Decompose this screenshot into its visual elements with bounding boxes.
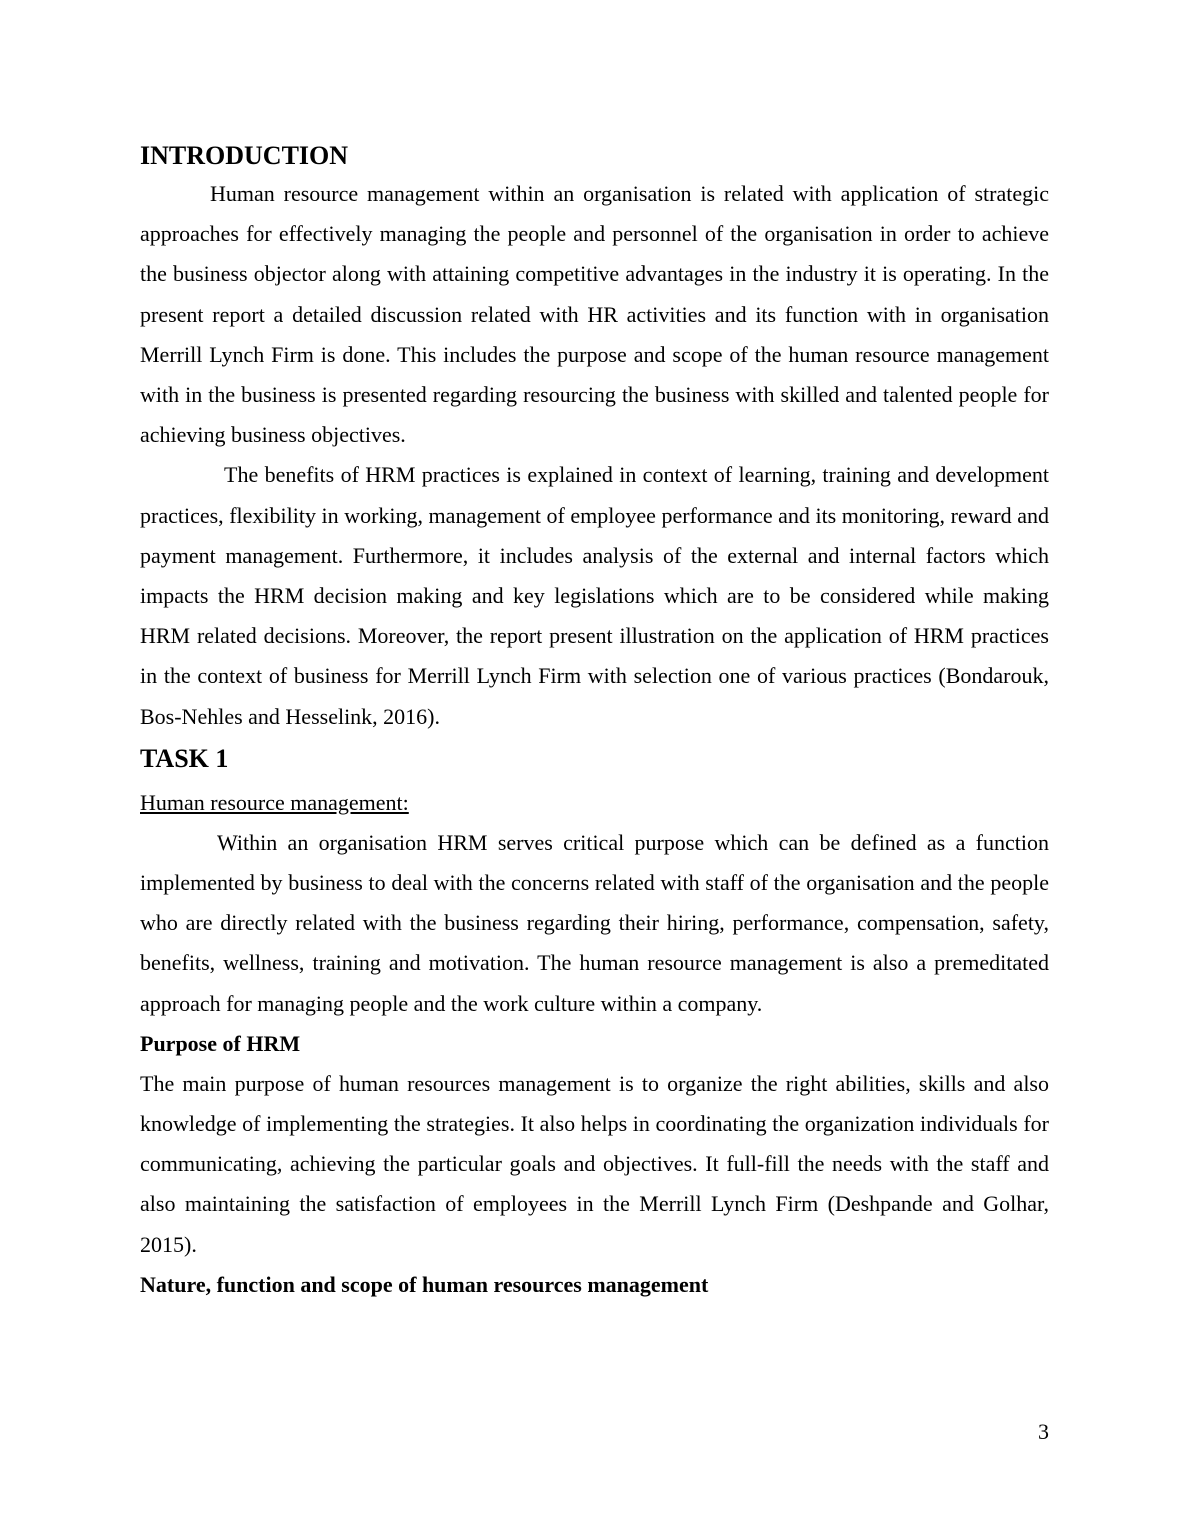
introduction-heading: INTRODUCTION — [140, 141, 349, 170]
purpose-heading: Purpose of HRM — [140, 1030, 301, 1056]
purpose-paragraph: The main purpose of human resources management is to organize the right abilities, skills and also knowledge of implementing the strategies. It also helps in coordinating the organization individuals for communicating, achieving the particular goals and objectives. It full-fill the needs with the staff and also maintaining the satisfaction of employees in the Merrill Lynch Firm (Deshpande and Golhar, 2015). — [140, 1070, 1049, 1257]
task-1-heading: TASK 1 — [140, 743, 229, 773]
intro-paragraph-1: Human resource management within an organisation is related with application of strategic approaches for effectively managing the people and personnel of the organisation in order to achieve the business objector along with attaining competitive advantages in the industry it is operating. In the present report a detailed discussion related with HR activities and its function with in organisation Merrill Lynch Firm is done. This includes the purpose and scope of the human resource management with in the business is presented regarding resourcing the business with skilled and talented people for achieving business objectives. — [140, 181, 1049, 448]
page-number: 3 — [1038, 1419, 1049, 1444]
hrm-paragraph: Within an organisation HRM serves critical purpose which can be defined as a function implemented by business to deal with the concerns related with staff of the organisation and the people who are directly related with the business regarding their hiring, performance, compensation, safety, benefits, wellness, training and motivation. The human resource management is also a premeditated approach for managing people and the work culture within a company. — [140, 829, 1049, 1016]
hrm-subheading: Human resource management: — [140, 789, 409, 815]
nature-heading: Nature, function and scope of human resources management — [140, 1271, 709, 1297]
document-page — [140, 138, 1049, 1305]
intro-paragraph-2: The benefits of HRM practices is explained in context of learning, training and development practices, flexibility in working, management of employee performance and its monitoring, reward and payment management. Furthermore, it includes analysis of the external and internal factors which impacts the HRM decision making and key legislations which are to be considered while making HRM related decisions. Moreover, the report present illustration on the application of HRM practices in the context of business for Merrill Lynch Firm with selection one of various practices (Bondarouk, Bos-Nehles and Hesselink, 2016). — [140, 462, 1049, 729]
